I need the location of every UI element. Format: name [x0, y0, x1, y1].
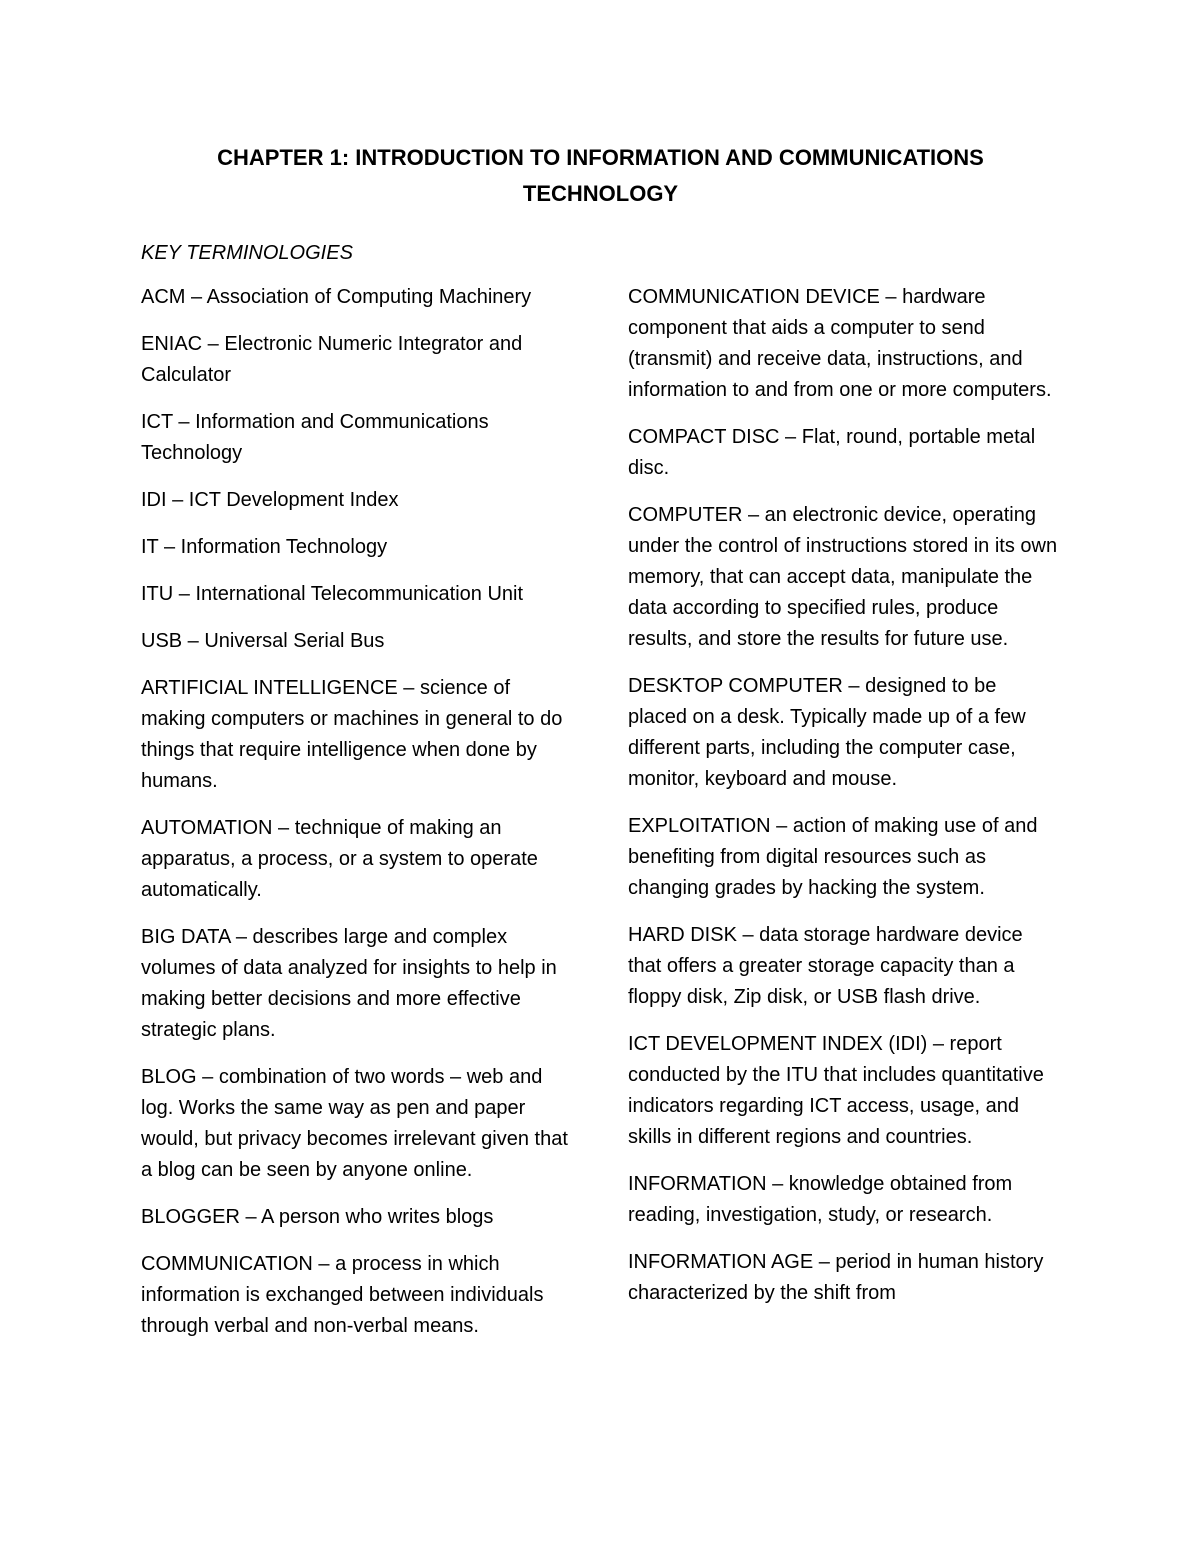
right-column: [628, 282, 1060, 1358]
term-entry: COMPUTER – an electronic device, operating under the control of instructions stored in its own memory, that can accept data, manipulate the data according to specified rules, produce results, and store the results for future use.: [628, 504, 1058, 650]
chapter-title-line-2: TECHNOLOGY: [522, 181, 679, 206]
term-entry: ARTIFICIAL INTELLIGENCE – science of making computers or machines in general to do things that require intelligence when done by humans.: [141, 677, 563, 792]
term-entry: COMMUNICATION – a process in which information is exchanged between individuals through verbal and non-verbal means.: [141, 1253, 544, 1337]
term-entry: HARD DISK – data storage hardware device that offers a greater storage capacity than a floppy disk, Zip disk, or USB flash drive.: [628, 924, 1023, 1008]
term-entry: ICT DEVELOPMENT INDEX (IDI) – report conducted by the ITU that includes quantitative indicators regarding ICT access, usage, and skills in different regions and countries.: [628, 1033, 1044, 1148]
term-entry: COMMUNICATION DEVICE – hardware component that aids a computer to send (transmit) and receive data, instructions, and information to and from one or more computers.: [628, 286, 1052, 401]
term-entry: IT – Information Technology: [141, 536, 388, 558]
term-entry: DESKTOP COMPUTER – designed to be placed on a desk. Typically made up of a few different parts, including the computer case, monitor, keyboard and mouse.: [628, 675, 1026, 790]
term-entry: ENIAC – Electronic Numeric Integrator and Calculator: [141, 333, 523, 386]
chapter-title: [141, 140, 1060, 212]
chapter-title-line-1: CHAPTER 1: INTRODUCTION TO INFORMATION AND COMMUNICATIONS: [217, 145, 984, 170]
term-entry: AUTOMATION – technique of making an apparatus, a process, or a system to operate automatically.: [141, 817, 538, 901]
term-entry: BLOG – combination of two words – web and log. Works the same way as pen and paper would, but privacy becomes irrelevant given that a blog can be seen by anyone online.: [141, 1066, 568, 1181]
term-entry: INFORMATION – knowledge obtained from reading, investigation, study, or research.: [628, 1173, 1013, 1226]
term-entry: ITU – International Telecommunication Unit: [141, 583, 524, 605]
term-entry: COMPACT DISC – Flat, round, portable metal disc.: [628, 426, 1036, 479]
term-entry: BIG DATA – describes large and complex volumes of data analyzed for insights to help in making better decisions and more effective strategic plans.: [141, 926, 557, 1041]
section-heading: KEY TERMINOLOGIES: [141, 242, 353, 264]
term-entry: BLOGGER – A person who writes blogs: [141, 1206, 494, 1228]
term-entry: ACM – Association of Computing Machinery: [141, 286, 532, 308]
term-entry: USB – Universal Serial Bus: [141, 630, 385, 652]
term-entry: EXPLOITATION – action of making use of and benefiting from digital resources such as changing grades by hacking the system.: [628, 815, 1038, 899]
term-entry: IDI – ICT Development Index: [141, 489, 399, 511]
left-column: [141, 282, 573, 1358]
term-entry: INFORMATION AGE – period in human history characterized by the shift from: [628, 1251, 1044, 1304]
terminology-columns: [141, 282, 1060, 1358]
term-entry: ICT – Information and Communications Technology: [141, 411, 489, 464]
